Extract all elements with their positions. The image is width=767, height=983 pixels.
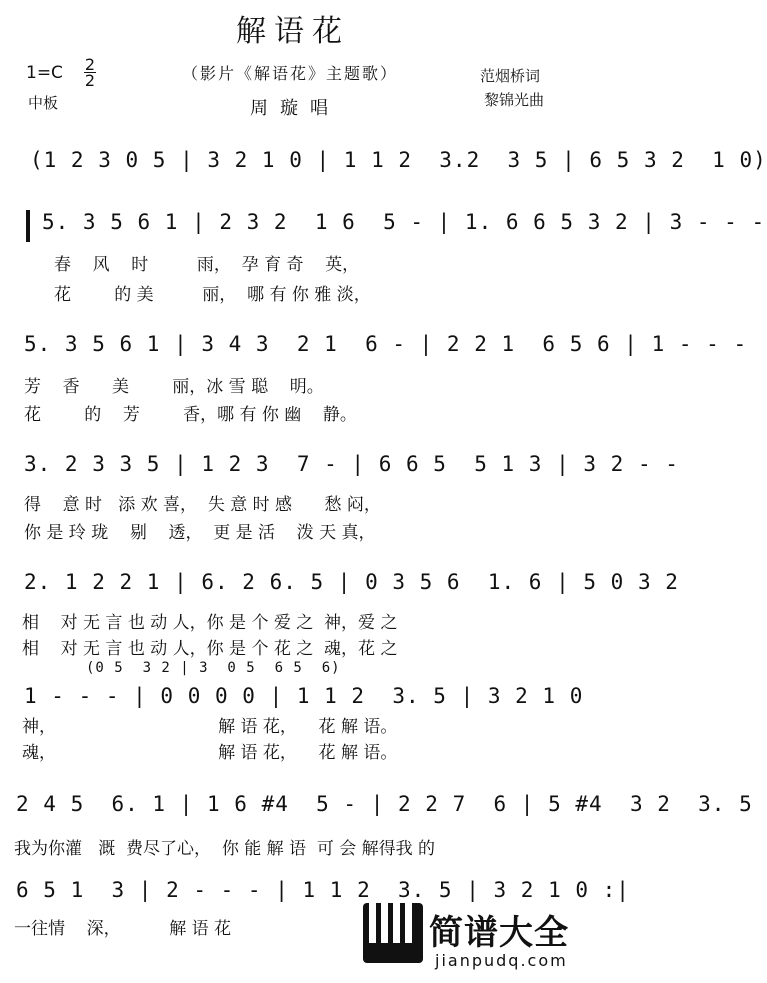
cue-notes: (0 5 3 2 | 3 0 5 6 5 6) <box>86 660 341 676</box>
time-signature-bottom: 2 <box>84 71 96 90</box>
notes-row-1: 5. 3 5 6 1 | 2 3 2 1 6 5 - | 1. 6 6 5 3 2 | 3 - - - <box>42 210 766 234</box>
notes-row-7: 6 5 1 3 | 2 - - - | 1 1 2 3. 5 | 3 2 1 0 :| <box>16 878 630 902</box>
repeat-start-barline <box>26 210 30 242</box>
time-signature <box>84 57 96 88</box>
score-row-5 <box>0 684 586 714</box>
lyric-text: 神， 解 语 花， 花 解 语。 <box>22 717 398 737</box>
lyricist-credit: 范烟桥词 <box>480 67 541 85</box>
cue-row-5 <box>0 660 586 680</box>
notes-row-4: 2. 1 2 2 1 | 6. 2 6. 5 | 0 3 5 6 1. 6 | 5 0 3 2 <box>24 570 679 594</box>
subtitle: （影片《解语花》主题歌） <box>182 64 399 83</box>
lyric-row-2b <box>0 400 586 426</box>
lyric-text: 相 对 无 言 也 动 人，你 是 个 花 之 魂，花 之 <box>22 639 398 659</box>
lyric-row-6a <box>0 834 586 860</box>
notes-row-3: 3. 2 3 3 5 | 1 2 3 7 - | 6 6 5 5 1 3 | 3 2 - - <box>24 452 679 476</box>
lyric-row-5b <box>0 738 586 764</box>
lyric-row-5a <box>0 712 586 738</box>
lyric-row-1a <box>0 250 586 276</box>
lyric-row-3a <box>0 490 586 516</box>
lyric-text: 芳 香 美 丽，冰 雪 聪 明。 <box>24 377 324 397</box>
score-row-intro <box>0 148 767 178</box>
tempo-marking: 中板 <box>28 94 59 112</box>
score-row-3 <box>0 452 679 482</box>
song-title: 解语花 <box>236 14 350 49</box>
lyric-text: 我为你灌 溉 费尽了心， 你 能 解 语 可 会 解得我 的 <box>14 839 436 859</box>
score-row-4 <box>0 570 679 600</box>
notes-row-2: 5. 3 5 6 1 | 3 4 3 2 1 6 - | 2 2 1 6 5 6 | 1 - - - <box>24 332 748 356</box>
time-signature-top: 2 <box>84 55 96 74</box>
lyric-row-4a <box>0 608 586 634</box>
notes-row-5: 1 - - - | 0 0 0 0 | 1 1 2 3. 5 | 3 2 1 0 <box>24 684 584 708</box>
watermark-url: jianpudq.com <box>435 951 568 970</box>
notes-intro: (1 2 3 0 5 | 3 2 1 0 | 1 1 2 3.2 3 5 | 6 5 3 2 1 0) <box>30 148 767 172</box>
lyric-text: 你 是 玲 珑 剔 透， 更 是 活 泼 天 真， <box>24 523 376 543</box>
lyric-text: 春 风 时 雨， 孕 育 奇 英， <box>54 255 360 275</box>
lyric-text: 花 的 芳 香，哪 有 你 幽 静。 <box>24 405 357 425</box>
lyric-text: 相 对 无 言 也 动 人，你 是 个 爱 之 神，爱 之 <box>22 613 398 633</box>
lyric-text: 一往情 深， 解 语 花 <box>14 919 232 939</box>
singer-credit: 周璇唱 <box>250 98 340 119</box>
lyric-text: 魂， 解 语 花， 花 解 语。 <box>22 743 398 763</box>
notes-row-6: 2 4 5 6. 1 | 1 6 #4 5 - | 2 2 7 6 | 5 #4 3 2 3. 5 <box>16 792 753 816</box>
lyric-row-4b <box>0 634 586 660</box>
lyric-text: 花 的 美 丽， 哪 有 你 雅 淡， <box>54 285 371 305</box>
lyric-row-3b <box>0 518 586 544</box>
lyric-row-1b <box>0 280 586 306</box>
watermark-brand: 简谱大全 <box>429 913 569 953</box>
score-row-2 <box>0 332 748 362</box>
key-signature: 1=C <box>26 63 63 83</box>
lyric-text: 得 意 时 添 欢 喜， 失 意 时 感 愁 闷， <box>24 495 381 515</box>
piano-keys-icon <box>363 903 423 963</box>
score-row-6 <box>0 792 753 822</box>
lyric-row-2a <box>0 372 586 398</box>
composer-credit: 黎锦光曲 <box>484 91 545 109</box>
watermark-logo <box>363 903 578 973</box>
score-row-1 <box>0 210 766 240</box>
